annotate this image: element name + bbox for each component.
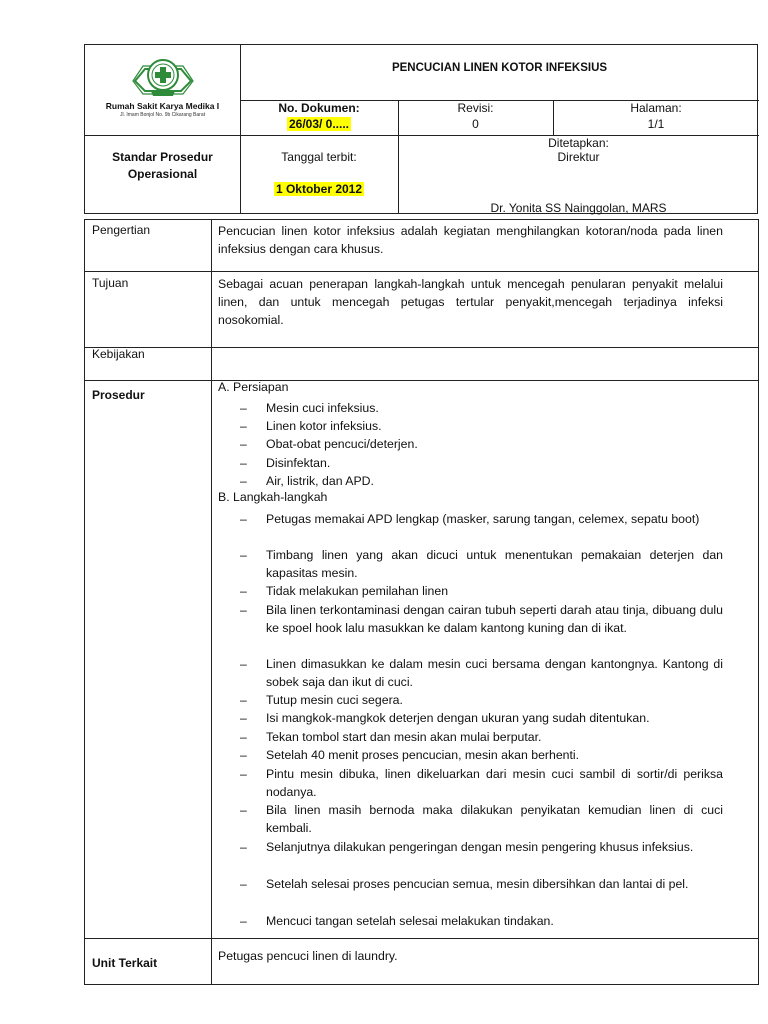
purpose-text: Sebagai acuan penerapan langkah-langkah untuk mencegah penularan penyakit melalui linen, dan untuk mencegah petugas tertular penyakit,mencegah terjadinya infeksi nosokomial. — [218, 277, 723, 327]
page-value: 1/1 — [647, 117, 665, 131]
list-item: – Tekan tombol start dan mesin akan mulai berputar. — [240, 730, 542, 744]
list-item: – Setelah selesai proses pencucian semua, mesin dibersihkan dan lantai di pel. — [240, 877, 689, 891]
spo-label-text: Standar Prosedur Operasional — [112, 150, 213, 181]
hospital-logo-icon — [131, 51, 195, 99]
approved-label: Ditetapkan: — [548, 136, 609, 150]
list-item: – Linen kotor infeksius. — [240, 419, 382, 433]
list-item: – Bila linen terkontaminasi dengan cairan tubuh seperti darah atau tinja, dibuang dulu ke spoel hook lalu masukkan ke dalam kantong kuning dan di ikat. — [240, 603, 723, 635]
definition-text: Pencucian linen kotor infeksius adalah kegiatan menghilangkan kotoran/noda pada linen infeksius dengan cara khusus. — [218, 224, 723, 256]
list-item: – Obat-obat pencuci/deterjen. — [240, 437, 418, 451]
list-item: – Air, listrik, dan APD. — [240, 474, 374, 488]
row-divider — [85, 938, 758, 939]
list-item: – Linen dimasukkan ke dalam mesin cuci bersama dengan kantongnya. Kantong di sobek saja dan ikut di cuci. — [240, 657, 723, 689]
related-unit-text: Petugas pencuci linen di laundry. — [218, 949, 398, 963]
column-divider — [211, 220, 212, 984]
hospital-address: Jl. Imam Bonjol No. 9b Cikarang Barat — [119, 112, 206, 118]
issue-date-cell — [240, 182, 398, 196]
row-divider — [85, 347, 758, 348]
procedure-table — [84, 219, 759, 985]
list-item: – Mesin cuci infeksius. — [240, 401, 379, 415]
list-item: – Pintu mesin dibuka, linen dikeluarkan dari mesin cuci sambil di sortir/di periksa nodanya. — [240, 767, 723, 799]
procedure-label: Prosedur — [92, 388, 145, 402]
hospital-logo-cell — [85, 45, 240, 135]
document-title: PENCUCIAN LINEN KOTOR INFEKSIUS — [391, 62, 608, 74]
steps-title: B. Langkah-langkah — [218, 490, 328, 504]
policy-label: Kebijakan — [92, 347, 145, 361]
revision-label: Revisi: — [457, 101, 494, 115]
issue-date-label: Tanggal terbit: — [281, 150, 357, 164]
list-item: – Petugas memakai APD lengkap (masker, sarung tangan, celemex, sepatu boot) — [240, 512, 700, 526]
list-item: – Selanjutnya dilakukan pengeringan dengan mesin pengering khusus infeksius. — [240, 840, 694, 854]
list-item: – Bila linen masih bernoda maka dilakukan penyikatan kemudian linen di cuci kembali. — [240, 803, 723, 835]
purpose-label: Tujuan — [92, 276, 129, 290]
list-item: – Tutup mesin cuci segera. — [240, 693, 403, 707]
row-divider — [85, 271, 758, 272]
page-label: Halaman: — [630, 101, 682, 115]
doc-number-cell — [240, 117, 398, 131]
list-item: – Mencuci tangan setelah selesai melakukan tindakan. — [240, 914, 554, 928]
list-item: – Disinfektan. — [240, 456, 331, 470]
list-item: – Tidak melakukan pemilahan linen — [240, 584, 449, 598]
list-item: – Isi mangkok-mangkok deterjen dengan ukuran yang sudah ditentukan. — [240, 711, 650, 725]
header-table — [84, 44, 758, 214]
list-item: – Setelah 40 menit proses pencucian, mesin akan berhenti. — [240, 748, 580, 762]
approver-name: Dr. Yonita SS Nainggolan, MARS — [490, 201, 667, 215]
preparation-title: A. Persiapan — [218, 380, 289, 394]
hospital-name: Rumah Sakit Karya Medika I — [105, 101, 220, 111]
list-item: – Timbang linen yang akan dicuci untuk menentukan pemakaian deterjen dan kapasitas mesin. — [240, 548, 723, 580]
definition-label: Pengertian — [92, 223, 151, 237]
revision-value: 0 — [472, 117, 479, 131]
doc-number-label: No. Dokumen: — [278, 101, 360, 115]
related-unit-label: Unit Terkait — [92, 956, 158, 970]
approver-role: Direktur — [557, 150, 600, 164]
issue-date-value: 1 Oktober 2012 — [275, 182, 363, 196]
doc-number-value: 26/03/ 0..... — [288, 117, 350, 131]
row-divider — [85, 380, 758, 381]
spo-label — [85, 149, 240, 183]
